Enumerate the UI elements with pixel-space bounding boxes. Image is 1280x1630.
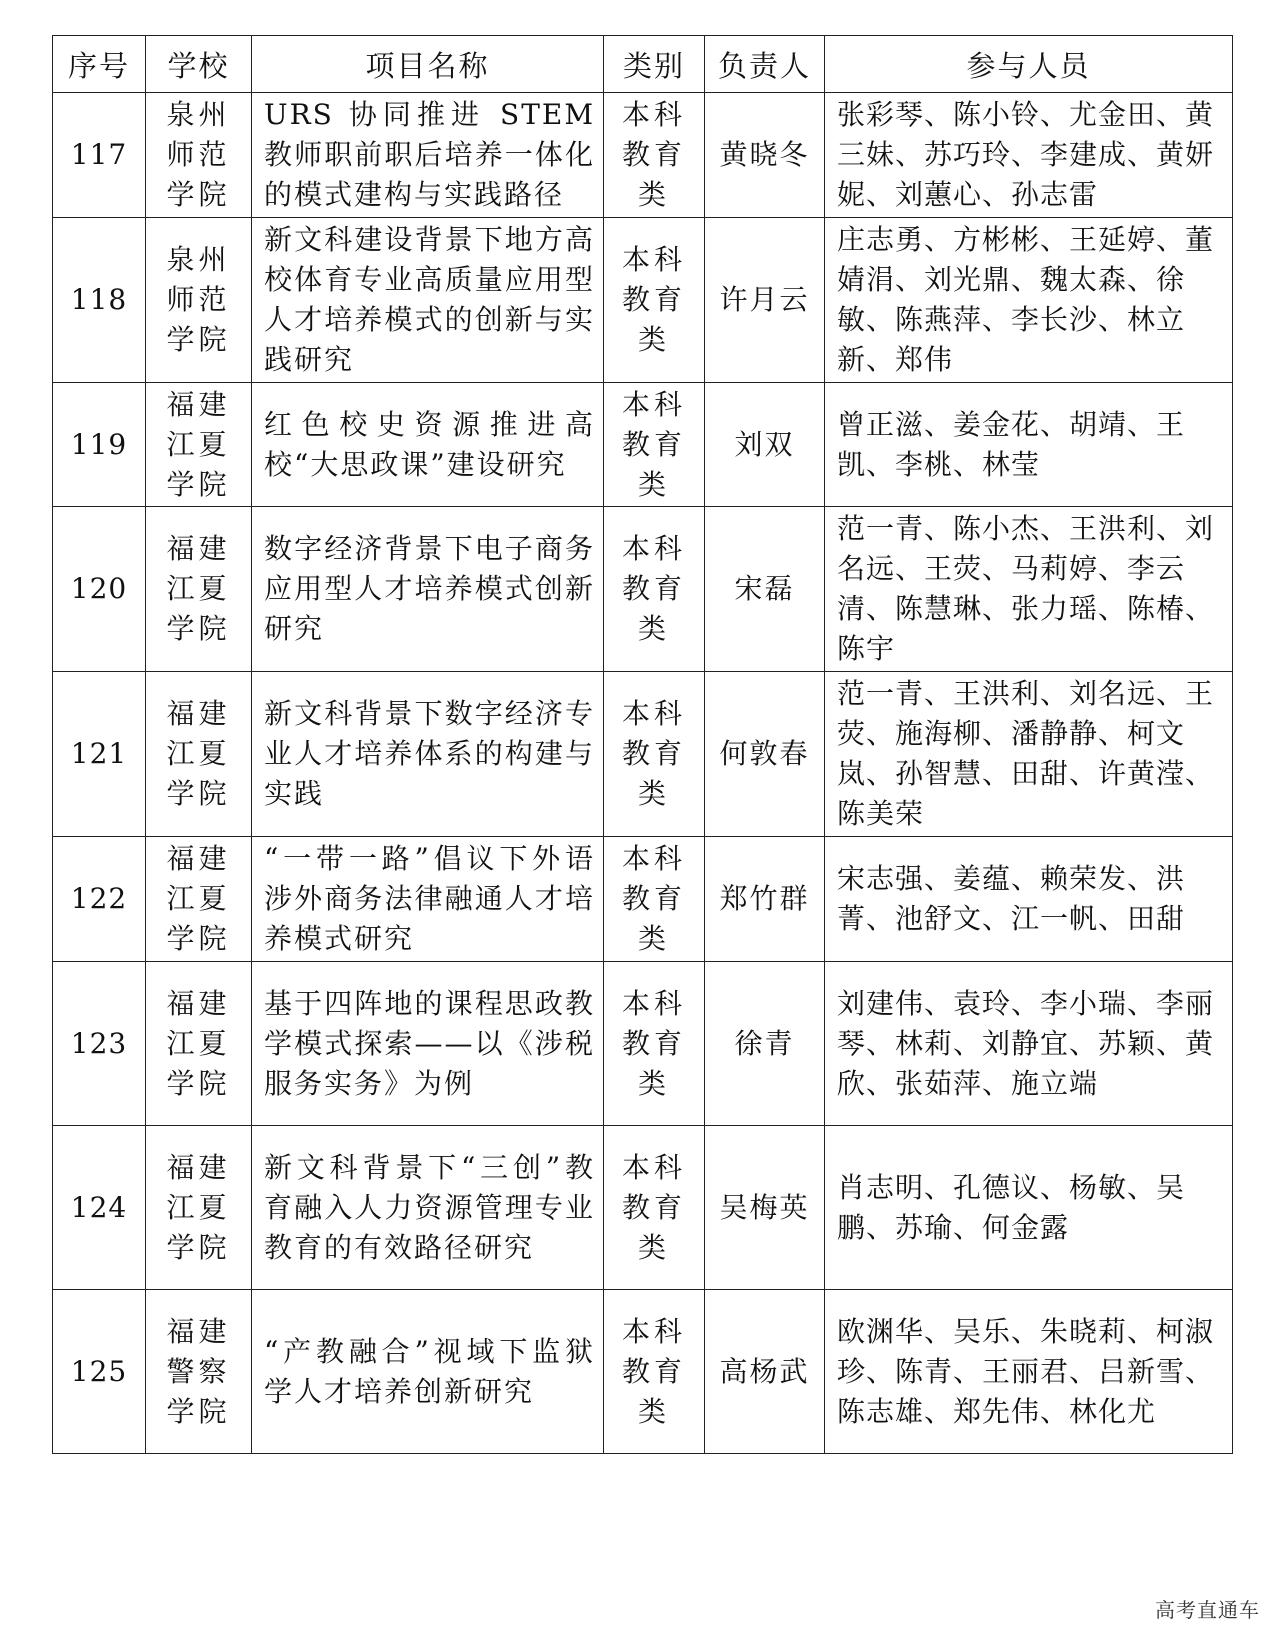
cell-members <box>825 1126 1233 1290</box>
category-text: 本科教育类 <box>622 243 687 356</box>
table-row <box>53 672 1233 837</box>
cell-members <box>825 93 1233 218</box>
header-category: 类别 <box>604 36 705 93</box>
title-text: 新文科背景下数字经济专业人才培养体系的构建与实践 <box>264 697 595 810</box>
title-text: 数字经济背景下电子商务应用型人才培养模式创新研究 <box>264 532 595 645</box>
cell-school <box>146 1126 252 1290</box>
members-text: 宋志强、姜蕴、赖荣发、洪菁、池舒文、江一帆、田甜 <box>837 862 1186 935</box>
cell-title <box>252 383 604 507</box>
cell-leader: 黄晓冬 <box>705 93 825 218</box>
cell-leader: 高杨武 <box>705 1290 825 1454</box>
category-text: 本科教育类 <box>622 842 687 955</box>
cell-members <box>825 507 1233 672</box>
project-table <box>52 35 1233 1454</box>
cell-no: 122 <box>53 837 146 962</box>
cell-title <box>252 1126 604 1290</box>
cell-school <box>146 837 252 962</box>
school-text: 福建江夏学院 <box>166 532 231 645</box>
cell-title <box>252 837 604 962</box>
header-members: 参与人员 <box>825 36 1233 93</box>
members-text: 肖志明、孔德议、杨敏、吴鹏、苏瑜、何金露 <box>837 1170 1186 1244</box>
cell-no: 120 <box>53 507 146 672</box>
cell-leader: 徐青 <box>705 962 825 1126</box>
cell-members <box>825 383 1233 507</box>
cell-no: 119 <box>53 383 146 507</box>
category-text: 本科教育类 <box>622 697 687 810</box>
category-text: 本科教育类 <box>622 532 687 645</box>
school-text: 福建江夏学院 <box>166 697 231 810</box>
header-no: 序号 <box>53 36 146 93</box>
category-text: 本科教育类 <box>622 387 687 501</box>
cell-category <box>604 962 705 1126</box>
cell-no: 123 <box>53 962 146 1126</box>
cell-category <box>604 1290 705 1454</box>
category-text: 本科教育类 <box>622 1314 687 1428</box>
cell-category <box>604 672 705 837</box>
cell-leader: 何敦春 <box>705 672 825 837</box>
document-sheet <box>52 35 1232 1454</box>
cell-title <box>252 672 604 837</box>
school-text: 福建江夏学院 <box>166 387 231 501</box>
title-text: 红色校史资源推进高校“大思政课”建设研究 <box>264 407 595 481</box>
cell-members <box>825 1290 1233 1454</box>
members-text: 范一青、王洪利、刘名远、王荧、施海柳、潘静静、柯文岚、孙智慧、田甜、许黄滢、陈美荣 <box>837 677 1215 830</box>
header-leader: 负责人 <box>705 36 825 93</box>
table-row <box>53 837 1233 962</box>
cell-school <box>146 218 252 383</box>
members-text: 曾正滋、姜金花、胡靖、王凯、李桃、林莹 <box>837 407 1186 481</box>
members-text: 欧渊华、吴乐、朱晓莉、柯淑珍、陈青、王丽君、吕新雪、陈志雄、郑先伟、林化尤 <box>837 1314 1215 1428</box>
table-row <box>53 218 1233 383</box>
school-text: 福建江夏学院 <box>166 1150 231 1264</box>
cell-category <box>604 837 705 962</box>
cell-members <box>825 837 1233 962</box>
watermark: 高考直通车 <box>1155 1598 1260 1622</box>
cell-school <box>146 1290 252 1454</box>
cell-school <box>146 507 252 672</box>
cell-no: 124 <box>53 1126 146 1290</box>
category-text: 本科教育类 <box>622 1150 687 1264</box>
title-text: 基于四阵地的课程思政教学模式探索——以《涉税服务实务》为例 <box>264 986 595 1100</box>
members-text: 刘建伟、袁玲、李小瑞、李丽琴、林莉、刘静宜、苏颖、黄欣、张茹萍、施立端 <box>837 986 1215 1100</box>
school-text: 泉州师范学院 <box>166 243 231 356</box>
table-row <box>53 962 1233 1126</box>
cell-leader: 吴梅英 <box>705 1126 825 1290</box>
cell-title <box>252 218 604 383</box>
cell-category <box>604 507 705 672</box>
title-text: 新文科背景下“三创”教育融入人力资源管理专业教育的有效路径研究 <box>264 1150 595 1264</box>
cell-title <box>252 507 604 672</box>
header-school: 学校 <box>146 36 252 93</box>
cell-title <box>252 1290 604 1454</box>
school-text: 泉州师范学院 <box>166 98 231 211</box>
header-title: 项目名称 <box>252 36 604 93</box>
title-text: “一带一路”倡议下外语涉外商务法律融通人才培养模式研究 <box>264 842 595 955</box>
cell-leader: 郑竹群 <box>705 837 825 962</box>
school-text: 福建江夏学院 <box>166 986 231 1100</box>
table-row <box>53 383 1233 507</box>
cell-school <box>146 672 252 837</box>
cell-no: 118 <box>53 218 146 383</box>
school-text: 福建警察学院 <box>166 1314 231 1428</box>
table-row <box>53 507 1233 672</box>
cell-school <box>146 93 252 218</box>
cell-leader: 许月云 <box>705 218 825 383</box>
title-text: 新文科建设背景下地方高校体育专业高质量应用型人才培养模式的创新与实践研究 <box>264 223 595 376</box>
cell-members <box>825 218 1233 383</box>
table-row <box>53 1126 1233 1290</box>
cell-no: 121 <box>53 672 146 837</box>
cell-category <box>604 1126 705 1290</box>
members-text: 张彩琴、陈小铃、尤金田、黄三妹、苏巧玲、李建成、黄妍妮、刘蕙心、孙志雷 <box>837 98 1215 211</box>
cell-leader: 刘双 <box>705 383 825 507</box>
cell-no: 117 <box>53 93 146 218</box>
title-text: URS 协同推进 STEM 教师职前职后培养一体化的模式建构与实践路径 <box>264 98 595 211</box>
cell-no: 125 <box>53 1290 146 1454</box>
cell-members <box>825 672 1233 837</box>
cell-category <box>604 383 705 507</box>
cell-school <box>146 962 252 1126</box>
school-text: 福建江夏学院 <box>166 842 231 955</box>
category-text: 本科教育类 <box>622 986 687 1100</box>
cell-leader: 宋磊 <box>705 507 825 672</box>
cell-category <box>604 218 705 383</box>
cell-category <box>604 93 705 218</box>
cell-school <box>146 383 252 507</box>
cell-title <box>252 962 604 1126</box>
table-header-row <box>53 36 1233 93</box>
title-text: “产教融合”视域下监狱学人才培养创新研究 <box>264 1334 595 1408</box>
table-row <box>53 93 1233 218</box>
members-text: 庄志勇、方彬彬、王延婷、董婧涓、刘光鼎、魏太森、徐敏、陈燕萍、李长沙、林立新、郑伟 <box>837 223 1215 376</box>
table-row <box>53 1290 1233 1454</box>
cell-members <box>825 962 1233 1126</box>
members-text: 范一青、陈小杰、王洪利、刘名远、王荧、马莉婷、李云清、陈慧琳、张力瑶、陈椿、陈宇 <box>837 512 1215 665</box>
category-text: 本科教育类 <box>622 98 687 211</box>
cell-title <box>252 93 604 218</box>
